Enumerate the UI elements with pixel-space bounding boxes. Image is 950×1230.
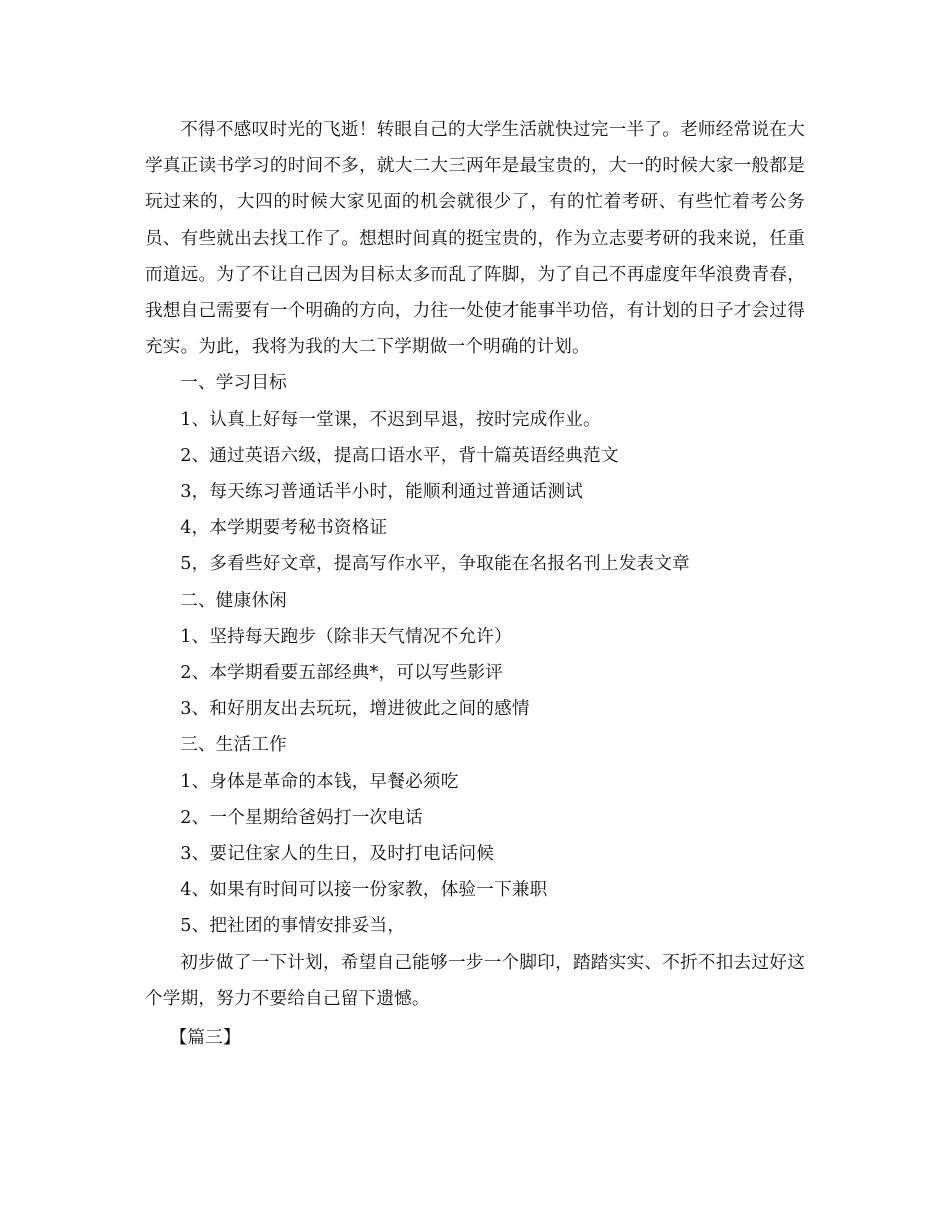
life-item-1: 1、身体是革命的本钱，早餐必须吃 [180, 771, 459, 792]
study-item-3: 3，每天练习普通话半小时，能顺利通过普通话测试 [180, 482, 584, 503]
study-item-1: 1、认真上好每一堂课，不迟到早退，按时完成作业。 [180, 409, 601, 430]
life-item-4: 4、如果有时间可以接一份家教，体验一下兼职 [180, 880, 548, 901]
study-item-2: 2、通过英语六级，提高口语水平，背十篇英语经典范文 [180, 445, 619, 466]
section-heading-life: 三、生活工作 [180, 735, 287, 756]
document-body [145, 112, 805, 1056]
next-section-heading: 【篇三】 [169, 1028, 241, 1049]
health-item-3: 3、和好朋友出去玩玩，增进彼此之间的感情 [180, 699, 530, 720]
health-item-2: 2、本学期看要五部经典*，可以写些影评 [180, 663, 504, 684]
life-item-5: 5、把社团的事情安排妥当， [180, 916, 406, 937]
intro-paragraph: 不得不感叹时光的飞逝！转眼自己的大学生活就快过完一半了。老师经常说在大学真正读书学习的时间不多，就大二大三两年是最宝贵的，大一的时候大家一般都是玩过来的，大四的时候大家见面的机会就很少了，有的忙着考研、有些忙着考公务员、有些就出去找工作了。想想时间真的挺宝贵的，作为立志要考研的我来说，任重而道远。为了不让自己因为目标太多而乱了阵脚，为了自己不再虚度年华浪费青春，我想自己需要有一个明确的方向，力往一处使才能事半功倍，有计划的日子才会过得充实。为此，我将为我的大二下学期做一个明确的计划。 [145, 120, 805, 358]
study-item-5: 5，多看些好文章，提高写作水平，争取能在名报名刊上发表文章 [180, 554, 690, 575]
conclusion-paragraph: 初步做了一下计划，希望自己能够一步一个脚印，踏踏实实、不折不扣去过好这个学期，努力不要给自己留下遗憾。 [145, 952, 805, 1009]
study-item-4: 4，本学期要考秘书资格证 [180, 518, 388, 539]
life-item-3: 3、要记住家人的生日，及时打电话问候 [180, 844, 495, 865]
health-item-1: 1、坚持每天跑步（除非天气情况不允许） [180, 626, 512, 647]
life-item-2: 2、一个星期给爸妈打一次电话 [180, 807, 423, 828]
section-heading-health: 二、健康休闲 [180, 590, 287, 611]
section-heading-study: 一、学习目标 [180, 373, 287, 394]
